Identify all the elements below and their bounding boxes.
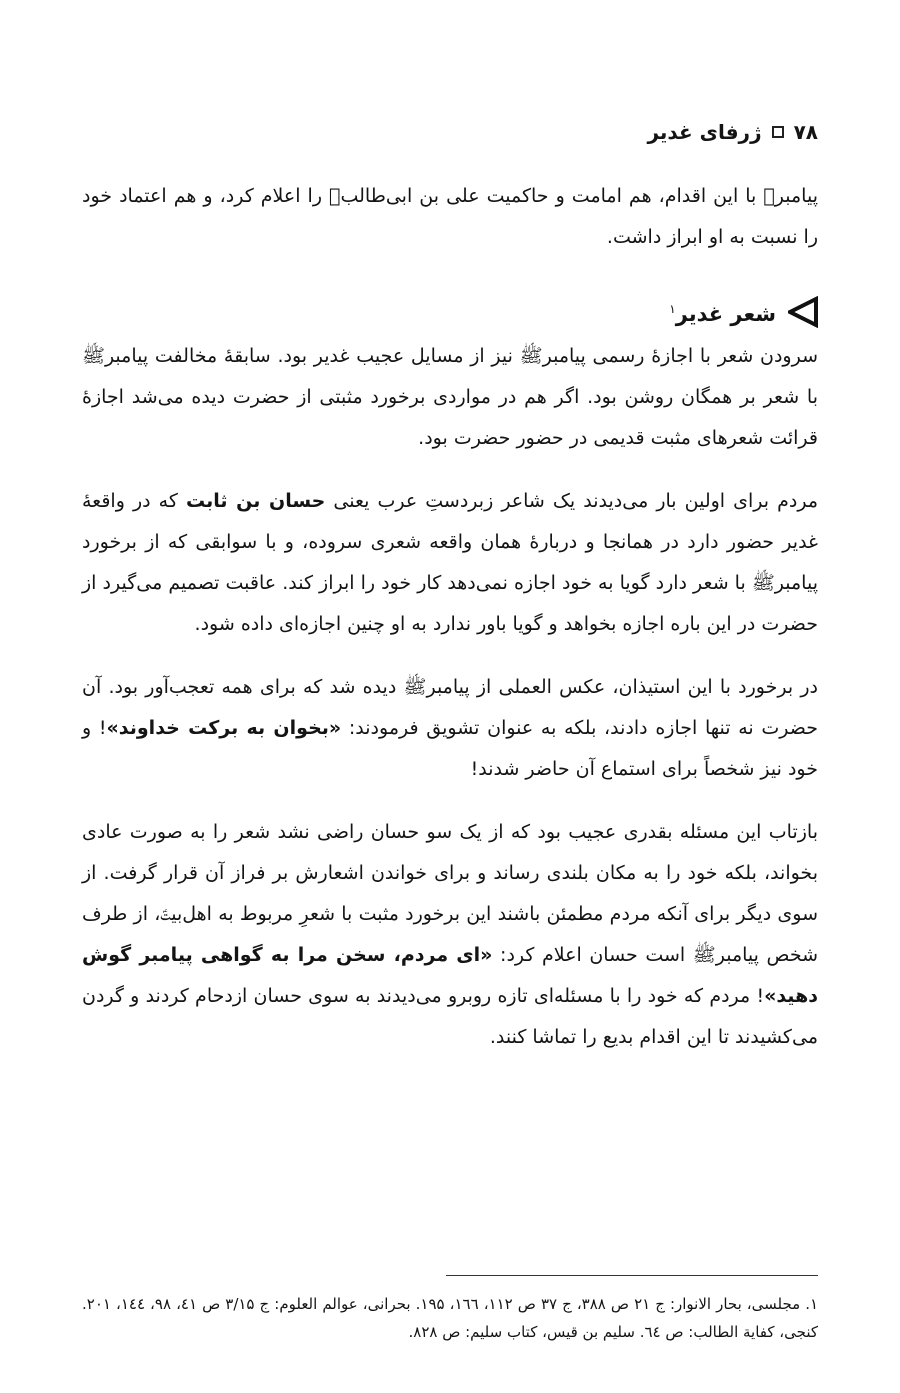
book-title: ژرفای غدیر xyxy=(647,120,762,144)
section-heading xyxy=(82,292,818,332)
footnote-marker: ۱ xyxy=(669,302,676,316)
paragraph-1: سرودن شعر با اجازهٔ رسمی پیامبرﷺ نیز از مسایل عجیب غدیر بود. سابقهٔ مخالفت پیامبرﷺ با شعر بر همگان روشن بود. اگر هم در مواردی برخورد مثبتی از حضرت دیده می‌شد اجازهٔ قرائت شعرهای مثبت قدیمی در حضور حضرت بود. xyxy=(82,345,818,449)
footnote-divider xyxy=(446,1275,818,1276)
paragraph-4: بازتاب این مسئله بقدری عجیب بود که از یک سو حسان راضی نشد شعر را به صورت عادی بخواند، بلکه خود را به مکان بلندی رساند و برای خواندن اشعارش بر فراز آن قرار گرفت. از سوی دیگر برای آنکه مردم مطمئن باشند این برخورد مثبت با شعرِ مربوط به اهل‌بیتؑ، از طرف شخص پیامبرﷺ است حسان اعلام کرد: «ای مردم، سخن مرا به گواهی پیامبر گوش دهید»! مردم که خود را با مسئله‌ای تازه روبرو می‌دیدند به سوی حسان ازدحام کردند و گردن می‌کشیدند تا این اقدام بدیع را تماشا کنند. xyxy=(82,821,818,1048)
paragraph-2: مردم برای اولین بار می‌دیدند یک شاعر زبردستِ عرب یعنی حسان بن ثابت که در واقعهٔ غدیر حضور دارد در همانجا و دربارهٔ همان واقعه شعری سروده، و با سوابقی که از برخورد پیامبرﷺ با شعر دارد گویا به خود اجازه نمی‌دهد کار خود را ابراز کند. عاقبت تصمیم می‌گیرد از حضرت در این باره اجازه بخواهد و گویا باور ندارد به او چنین اجازه‌ای داده شود. xyxy=(82,490,818,635)
page-number: ۷۸ xyxy=(793,120,818,144)
section-title: شعر غدیر$^۱$ xyxy=(669,302,776,326)
bold-name: حسان بن ثابت xyxy=(185,490,326,512)
running-header xyxy=(647,120,818,144)
bold-quote: «بخوان به برکت خداوند» xyxy=(106,717,342,739)
triangle-marker-icon xyxy=(788,296,818,328)
footnote-text: ۱. مجلسی، بحار الانوار: ج ۲۱ ص ۳۸۸، ج ۳۷ ص ۱۱۲، ۱٦٦، ۱۹۵. بحرانی، عوالم العلوم: ج ۳/۱۵ ص ٤۱، ۹۸، ۱٤٤، ۲۰۱. کنجی، کفایة الطالب: ص ٦٤. سلیم بن قیس، کتاب سلیم: ص ۸۲۸. xyxy=(82,1295,819,1341)
square-bullet-icon xyxy=(772,126,784,138)
main-text xyxy=(82,176,818,1080)
paragraph-3: در برخورد با این استیذان، عکس العملی از پیامبرﷺ دیده شد که برای همه تعجب‌آور بود. آن حضرت نه تنها اجازه دادند، بلکه به عنوان تشویق فرمودند: «بخوان به برکت خداوند»! و خود نیز شخصاً برای استماع آن حاضر شدند! xyxy=(82,676,818,780)
intro-paragraph: پیامبرﷺ با این اقدام، هم امامت و حاکمیت علی بن ابی‌طالبؑ را اعلام کرد، و هم اعتماد خود را نسبت به او ابراز داشت. xyxy=(82,185,818,248)
bold-quote: «ای مردم، سخن مرا به گواهی پیامبر گوش دهید» xyxy=(82,944,818,1007)
